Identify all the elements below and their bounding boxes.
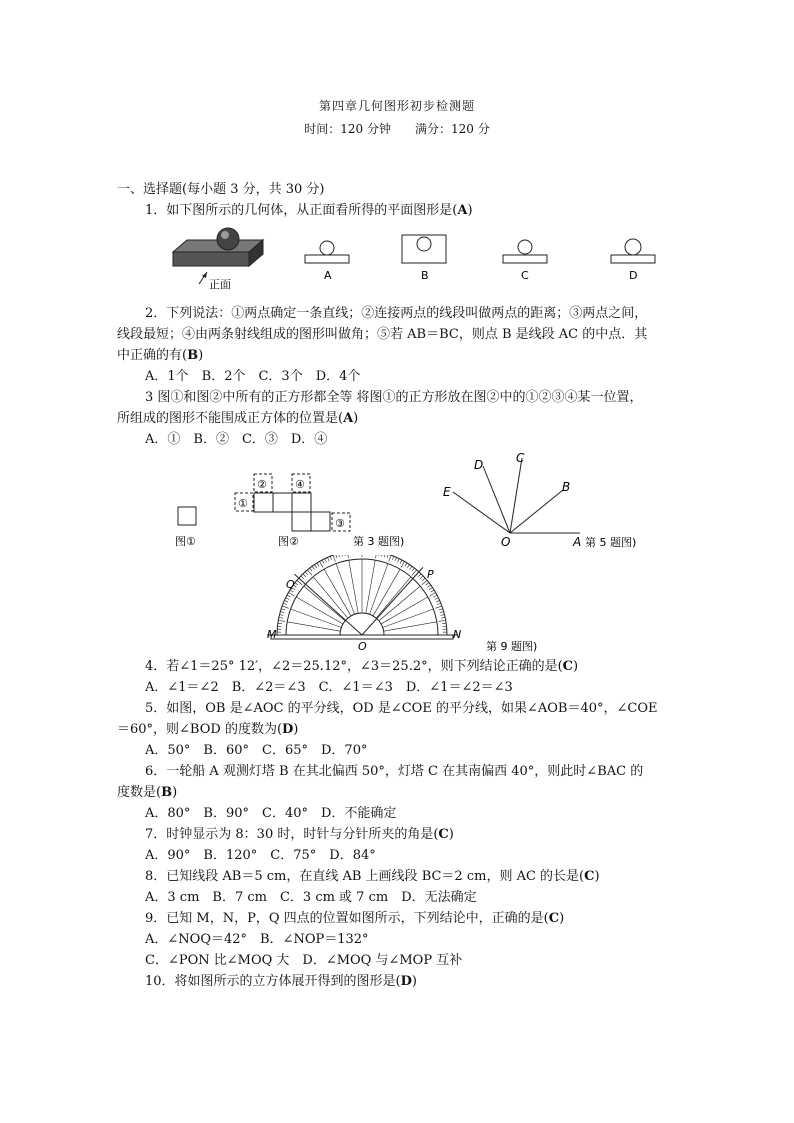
slot-2: ② (257, 478, 267, 491)
label-b: B (562, 480, 571, 494)
answer-9: C (548, 911, 560, 926)
option-d-label: D (629, 269, 638, 282)
answer-4: C (562, 659, 574, 674)
question-6-line-1: 6．一轮船 A 观测灯塔 B 在其北偏西 50°，灯塔 C 在其南偏西 40°，则此时∠BAC 的 (145, 764, 644, 779)
question-2-line-1: 2．下列说法：①两点确定一条直线；②连接两点的线段叫做两点的距离；③两点之间， (145, 306, 648, 321)
question-8: 8．已知线段 AB＝5 cm，在直线 AB 上画线段 BC＝2 cm，则 AC 的长是(C) (145, 869, 600, 884)
slot-3: ③ (335, 517, 345, 530)
option-c-label: C (521, 269, 529, 282)
answer-3: A (343, 411, 354, 426)
q5-caption: 第 5 题图) (585, 536, 637, 549)
question-3-choices: A．① B．② C．③ D．④ (145, 432, 328, 447)
label-c: C (516, 451, 525, 465)
label-o: O (501, 535, 511, 549)
slot-4: ④ (295, 478, 305, 491)
label-m: M (267, 628, 277, 641)
figure-q1 (165, 222, 665, 294)
option-b-label: B (421, 269, 429, 282)
question-8-choices: A．3 cm B．7 cm C．3 cm 或 7 cm D．无法确定 (145, 890, 477, 905)
label-p: P (427, 568, 434, 581)
question-2-line-3: 中正确的有(B) (117, 348, 204, 363)
page-title: 第四章几何图形初步检测题 (318, 99, 475, 113)
q9-caption: 第 9 题图) (486, 640, 538, 653)
label-a: A (573, 535, 582, 549)
label-d: D (474, 458, 484, 472)
question-4: 4．若∠1＝25° 12′，∠2＝25.12°，∠3＝25.2°，则下列结论正确的是(C) (145, 659, 579, 674)
label-q: Q (286, 578, 295, 591)
question-6-choices: A．80° B．90° C．40° D．不能确定 (145, 806, 397, 821)
question-3-line-1: 3 图①和图②中所有的正方形都全等 将图①的正方形放在图②中的①②③④某一位置， (145, 390, 643, 405)
question-9: 9．已知 M，N，P，Q 四点的位置如图所示，下列结论中，正确的是(C) (145, 911, 565, 926)
answer-1: A (457, 203, 468, 218)
answer-6: B (161, 785, 173, 800)
section-heading: 一、选择题(每小题 3 分，共 30 分) (117, 182, 325, 197)
answer-10: D (400, 974, 412, 989)
label-o9: O (358, 640, 367, 653)
question-6-line-2: 度数是(B) (117, 785, 178, 800)
question-2-line-2: 线段最短；④由两条射线组成的图形叫做角；⑤若 AB＝BC，则点 B 是线段 AC 的中点．其 (117, 327, 648, 342)
q3-caption: 第 3 题图) (353, 535, 405, 548)
question-1: 1．如下图所示的几何体，从正面看所得的平面图形是(A) (145, 203, 473, 218)
fig1-label: 图① (175, 535, 196, 548)
answer-7: C (438, 827, 449, 842)
label-e: E (443, 485, 451, 499)
exam-meta: 时间：120 分钟 满分：120 分 (304, 122, 490, 136)
question-3-line-2: 所组成的图形不能围成正方体的位置是(A) (117, 411, 359, 426)
question-9-choices-1: A．∠NOQ＝42° B．∠NOP＝132° (145, 932, 369, 947)
question-10: 10．将如图所示的立方体展开得到的图形是(D) (145, 974, 417, 989)
question-5-choices: A．50° B．60° C．65° D．70° (145, 743, 368, 758)
question-9-choices-2: C．∠PON 比∠MOQ 大 D．∠MOQ 与∠MOP 互补 (145, 953, 463, 968)
answer-5: D (282, 722, 294, 737)
answer-2: B (187, 348, 199, 363)
option-a-label: A (324, 269, 332, 282)
question-4-choices: A．∠1＝∠2 B．∠2＝∠3 C．∠1＝∠3 D．∠1＝∠2＝∠3 (145, 680, 513, 695)
figure-q3 (170, 470, 430, 552)
question-7-choices: A．90° B．120° C．75° D．84° (145, 848, 376, 863)
question-5-line-1: 5．如图，OB 是∠AOC 的平分线，OD 是∠COE 的平分线，如果∠AOB＝40°，∠COE (145, 701, 658, 716)
figure-q9 (262, 555, 562, 653)
question-2-choices: A．1个 B．2个 C．3个 D．4个 (145, 369, 361, 384)
figure-q5 (435, 450, 660, 552)
label-n: N (453, 628, 462, 641)
front-label: 正面 (209, 278, 231, 291)
slot-1: ① (238, 497, 248, 510)
question-5-line-2: ＝60°，则∠BOD 的度数为(D) (117, 722, 299, 737)
question-7: 7．时钟显示为 8：30 时，时针与分针所夹的角是(C) (145, 827, 454, 842)
fig2-label: 图② (278, 535, 299, 548)
answer-8: C (584, 869, 595, 884)
